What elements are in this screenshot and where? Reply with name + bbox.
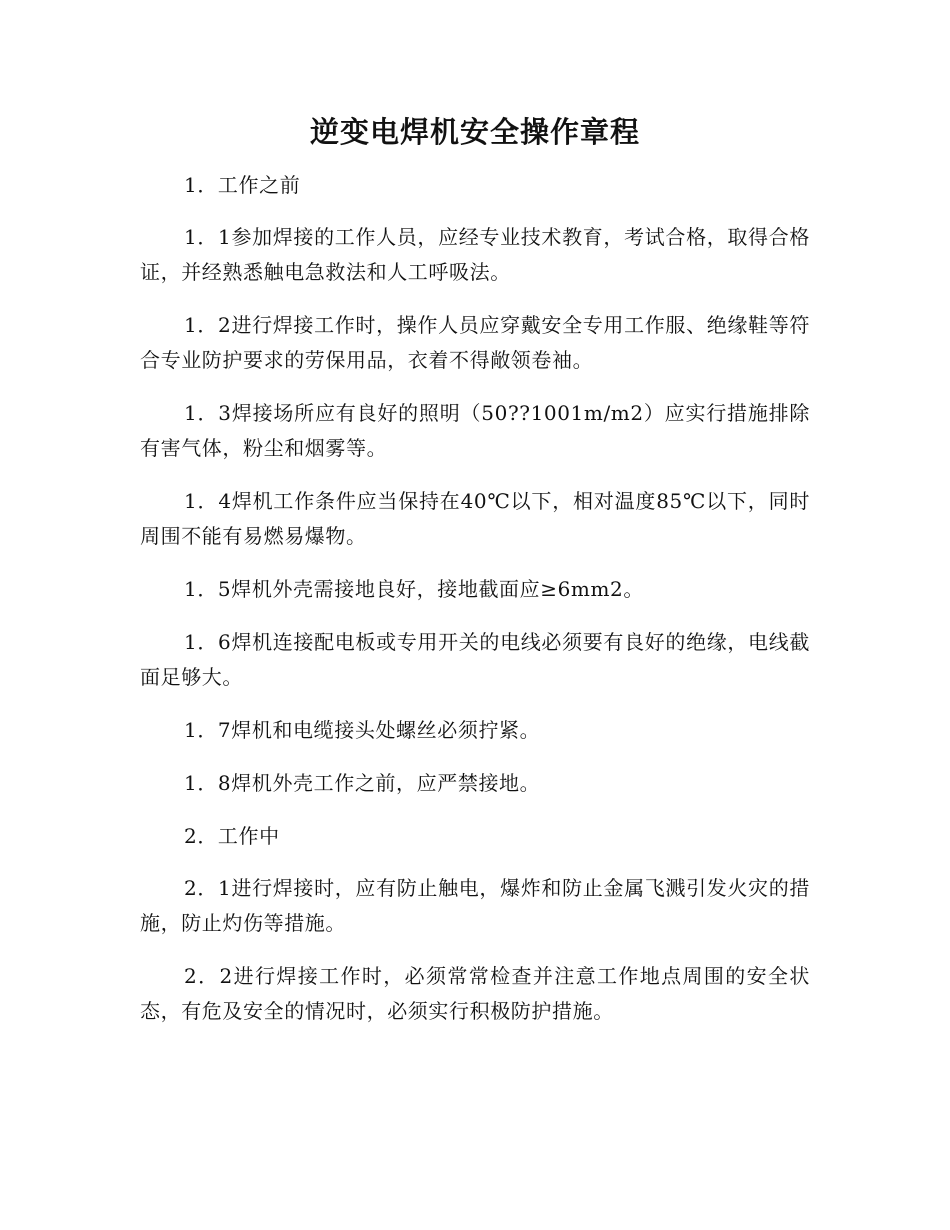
clause-2-2: 2．2进行焊接工作时，必须常常检查并注意工作地点周围的安全状态，有危及安全的情况时，必须实行积极防护措施。 bbox=[140, 964, 810, 1023]
section-heading-1: 1．工作之前 bbox=[184, 173, 301, 197]
document-body bbox=[140, 168, 810, 1047]
section-heading-2: 2．工作中 bbox=[184, 824, 280, 848]
clause-1-8: 1．8焊机外壳工作之前，应严禁接地。 bbox=[184, 771, 541, 795]
clause-1-3: 1．3焊接场所应有良好的照明（50??1001m/m2）应实行措施排除有害气体，粉尘和烟雾等。 bbox=[140, 401, 810, 460]
clause-1-1: 1．1参加焊接的工作人员，应经专业技术教育，考试合格，取得合格证，并经熟悉触电急救法和人工呼吸法。 bbox=[140, 225, 810, 284]
clause-2-1: 2．1进行焊接时，应有防止触电，爆炸和防止金属飞溅引发火灾的措施，防止灼伤等措施。 bbox=[140, 876, 810, 935]
clause-1-2: 1．2进行焊接工作时，操作人员应穿戴安全专用工作服、绝缘鞋等符合专业防护要求的劳保用品，衣着不得敞领卷袖。 bbox=[140, 313, 810, 372]
clause-1-7: 1．7焊机和电缆接头处螺丝必须拧紧。 bbox=[184, 718, 541, 742]
clause-1-5: 1．5焊机外壳需接地良好，接地截面应≥6mm2。 bbox=[184, 577, 644, 601]
document-title: 逆变电焊机安全操作章程 bbox=[309, 115, 640, 149]
clause-1-6: 1．6焊机连接配电板或专用开关的电线必须要有良好的绝缘，电线截面足够大。 bbox=[140, 630, 810, 689]
clause-1-4: 1．4焊机工作条件应当保持在40℃以下，相对温度85℃以下，同时周围不能有易燃易爆物。 bbox=[140, 489, 810, 548]
